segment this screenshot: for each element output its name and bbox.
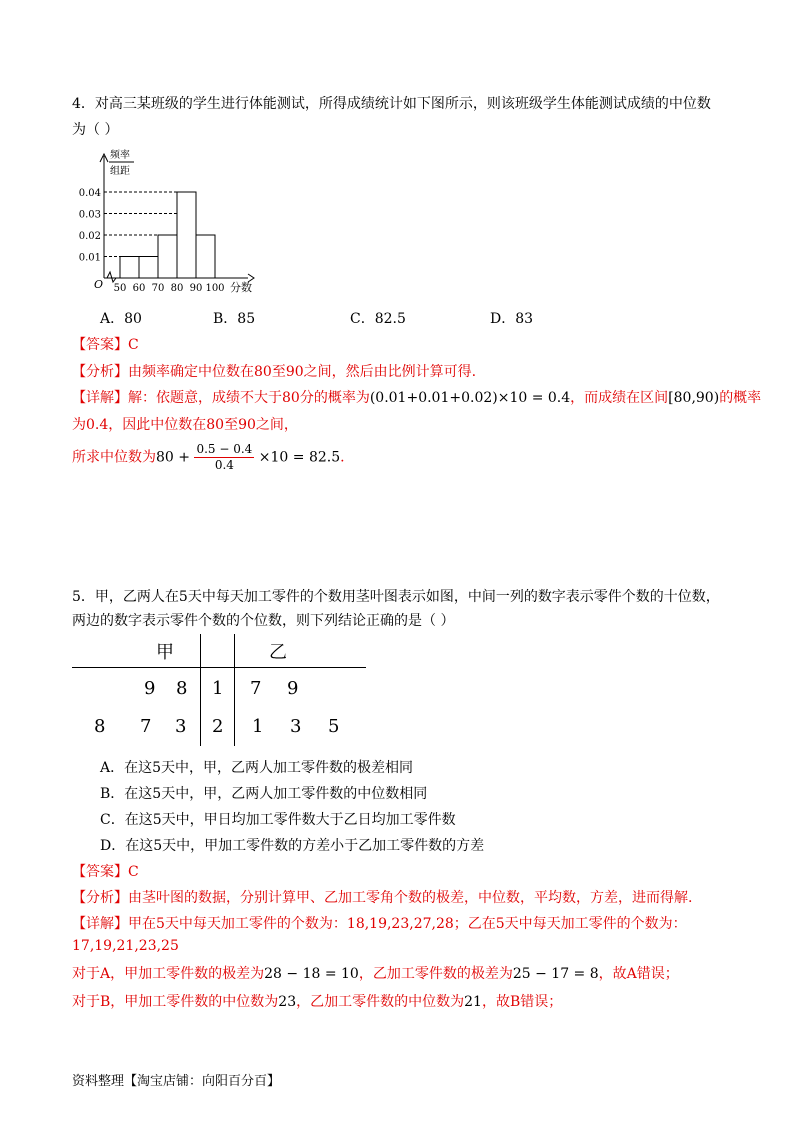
q5-analysis: 【分析】由茎叶图的数据，分别计算甲、乙加工零角个数的极差，中位数，平均数，方差，进而得解. [72, 890, 693, 906]
y-axis-label-top: 频率 [110, 150, 130, 161]
q4-answer: 【答案】C [72, 337, 139, 353]
axis-break [107, 272, 116, 282]
q4-detail-line2: 为0.4，因此中位数在80至90之间， [72, 417, 298, 433]
q4-detail-label: 【详解】 [72, 390, 128, 406]
q4-option-d: D．83 [490, 311, 534, 327]
q4-detail-interval: [80,90) [668, 390, 720, 406]
q4-detail-fraction [194, 442, 254, 473]
q5-detail-line3 [72, 963, 679, 983]
q5-option-c: C．在这5天中，甲日均加工零件数大于乙日均加工零件数 [100, 812, 456, 828]
leaf-yi-1: 1 [252, 716, 264, 737]
stem-1: 1 [212, 678, 224, 699]
origin-label: O [94, 278, 104, 291]
y-tick-label: 0.02 [78, 231, 101, 242]
q4-detail-end: . [340, 449, 345, 466]
q4-detail-text-3a: 所求中位数为 [72, 449, 156, 466]
stem-leaf-divider-left [200, 634, 201, 746]
q5-option-b: B．在这5天中，甲，乙两人加工零件数的中位数相同 [100, 786, 428, 802]
q5-detail-line4 [72, 991, 562, 1011]
q4-detail-formula-pre: 80 + [156, 449, 190, 466]
leaf-jia-8: 8 [176, 678, 188, 699]
histogram-bar [139, 257, 158, 279]
leaf-yi-5: 5 [328, 716, 340, 737]
q5-detail-text-4a: 对于B，甲加工零件数的中位数为 [72, 994, 279, 1010]
fraction-denominator: 0.4 [214, 458, 234, 472]
q4-option-a: A．80 [100, 311, 142, 327]
q4-detail-formula-post: ×10 = 82.5 [258, 449, 341, 466]
page-footer: 资料整理【淘宝店铺：向阳百分百】 [72, 1074, 281, 1089]
q4-histogram [78, 140, 278, 305]
q4-option-c: C．82.5 [350, 311, 406, 327]
q5-stem-line1: 5．甲，乙两人在5天中每天加工零件的个数用茎叶图表示如图，中间一列的数字表示零件个数的十位数， [72, 589, 720, 605]
histogram-bar [120, 257, 139, 279]
q4-detail-formula-1: (0.01+0.01+0.02)×10 = 0.4 [369, 390, 571, 406]
x-tick-label: 70 [151, 283, 165, 294]
q5-option-d: D．在这5天中，甲加工零件数的方差小于乙加工零件数的方差 [100, 838, 485, 854]
y-tick-label: 0.01 [78, 252, 101, 264]
q4-detail-line3 [72, 442, 345, 473]
q4-option-b: B．85 [213, 311, 256, 327]
x-tick-label: 60 [132, 283, 146, 294]
leaf-yi-3: 3 [290, 716, 302, 737]
histogram-bar [158, 235, 177, 278]
q5-detail-formula-range-jia: 28 − 18 = 10 [264, 966, 359, 982]
q5-answer: 【答案】C [72, 864, 139, 880]
leaf-yi-9: 9 [287, 678, 299, 699]
q4-stem-line2: 为（ ） [72, 122, 119, 138]
q5-detail-text-4c: ，故B错误； [481, 994, 563, 1010]
y-tick-label: 0.03 [78, 209, 101, 221]
q4-analysis: 【分析】由频率确定中位数在80至90之间，然后由比例计算可得. [72, 364, 477, 380]
q5-detail-text-4b: ，乙加工零件数的中位数为 [296, 994, 465, 1010]
q5-detail-text-3a: 对于A，甲加工零件数的极差为 [72, 966, 265, 982]
q5-option-a: A．在这5天中，甲，乙两人加工零件数的极差相同 [100, 760, 414, 776]
q5-detail-text-3c: ，故A错误； [598, 966, 679, 982]
q4-detail-text-1a: 解：依题意，成绩不大于80分的概率为 [128, 390, 370, 406]
histogram-bar [196, 235, 215, 278]
stem-leaf-header-jia: 甲 [156, 642, 174, 663]
stem-leaf-header-rule [72, 667, 366, 668]
fraction-numerator: 0.5 − 0.4 [196, 442, 253, 456]
leaf-jia-9: 9 [144, 678, 156, 699]
leaf-yi-7: 7 [250, 678, 262, 699]
stem-leaf-header-yi: 乙 [269, 642, 287, 663]
leaf-jia-3: 3 [175, 716, 187, 737]
y-axis-label-bottom: 组距 [110, 166, 130, 177]
stem-2: 2 [212, 716, 224, 737]
x-axis-label: 分数 [230, 281, 252, 294]
q5-detail-formula-range-yi: 25 − 17 = 8 [512, 966, 599, 982]
leaf-jia-8b: 8 [94, 716, 106, 737]
q5-detail-median-jia: 23 [278, 994, 297, 1010]
x-tick-label: 50 [113, 283, 127, 294]
histogram-bar [177, 192, 196, 278]
stem-leaf-divider-right [234, 634, 235, 746]
x-tick-label: 80 [170, 283, 184, 294]
x-tick-label: 100 [205, 283, 225, 294]
leaf-jia-7: 7 [140, 716, 152, 737]
q5-detail-line2: 17,19,21,23,25 [72, 938, 179, 954]
q4-stem-line1: 4．对高三某班级的学生进行体能测试，所得成绩统计如下图所示，则该班级学生体能测试成绩的中位数 [72, 96, 711, 112]
q5-detail-median-yi: 21 [464, 994, 482, 1010]
q5-stem-leaf-plot [72, 634, 366, 746]
y-tick-label: 0.04 [78, 188, 101, 199]
q4-detail-line1 [72, 387, 761, 407]
q5-detail-text-3b: ，乙加工零件数的极差为 [358, 966, 513, 982]
x-tick-label: 90 [189, 283, 203, 294]
q4-detail-text-1c: 的概率 [719, 390, 762, 406]
q4-detail-text-1b: ，而成绩在区间 [570, 390, 669, 406]
q5-detail-line1: 【详解】甲在5天中每天加工零件的个数为：18,19,23,27,28；乙在5天中每天加工零件的个数为： [72, 916, 687, 932]
q5-stem-line2: 两边的数字表示零件个数的个位数，则下列结论正确的是（ ） [72, 613, 455, 629]
